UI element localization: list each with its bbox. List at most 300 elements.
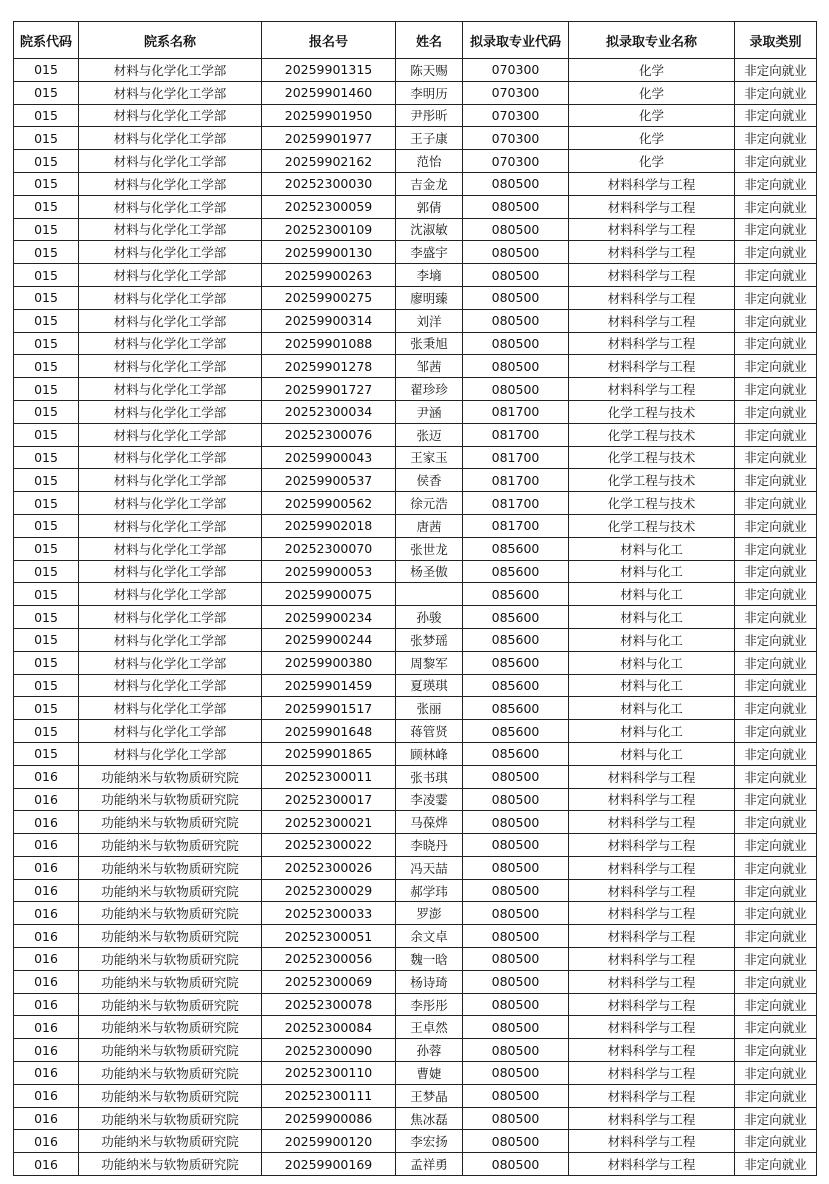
major-name-cell: 材料科学与工程 (569, 1084, 735, 1107)
header-dept-code: 院系代码 (14, 22, 79, 59)
dept-name-cell: 材料与化学化工学部 (79, 537, 262, 560)
registration-no-cell: 20259900043 (262, 446, 396, 469)
name-cell: 李墒 (396, 264, 463, 287)
major-code-cell: 070300 (463, 59, 569, 82)
major-code-cell: 080500 (463, 948, 569, 971)
name-cell: 余文卓 (396, 925, 463, 948)
dept-code-cell: 016 (14, 856, 79, 879)
major-name-cell: 化学 (569, 127, 735, 150)
admission-type-cell: 非定向就业 (735, 195, 817, 218)
registration-no-cell: 20252300051 (262, 925, 396, 948)
dept-name-cell: 材料与化学化工学部 (79, 446, 262, 469)
name-cell: 沈淑敏 (396, 218, 463, 241)
major-name-cell: 材料科学与工程 (569, 856, 735, 879)
name-cell: 李盛宇 (396, 241, 463, 264)
admission-type-cell: 非定向就业 (735, 1130, 817, 1153)
major-code-cell: 080500 (463, 332, 569, 355)
dept-code-cell: 015 (14, 560, 79, 583)
registration-no-cell: 20259900562 (262, 492, 396, 515)
header-major-code: 拟录取专业代码 (463, 22, 569, 59)
dept-code-cell: 016 (14, 993, 79, 1016)
dept-name-cell: 功能纳米与软物质研究院 (79, 1039, 262, 1062)
major-code-cell: 080500 (463, 241, 569, 264)
registration-no-cell: 20252300030 (262, 172, 396, 195)
table-row (14, 423, 817, 446)
dept-name-cell: 材料与化学化工学部 (79, 218, 262, 241)
dept-code-cell: 015 (14, 628, 79, 651)
registration-no-cell: 20259901648 (262, 720, 396, 743)
name-cell: 王梦晶 (396, 1084, 463, 1107)
dept-name-cell: 材料与化学化工学部 (79, 651, 262, 674)
registration-no-cell: 20259900234 (262, 606, 396, 629)
admission-type-cell: 非定向就业 (735, 834, 817, 857)
dept-code-cell: 015 (14, 446, 79, 469)
name-cell: 侯香 (396, 469, 463, 492)
major-code-cell: 080500 (463, 879, 569, 902)
table-row (14, 264, 817, 287)
major-code-cell: 085600 (463, 697, 569, 720)
dept-code-cell: 015 (14, 742, 79, 765)
name-cell: 王子康 (396, 127, 463, 150)
dept-name-cell: 材料与化学化工学部 (79, 332, 262, 355)
dept-name-cell: 材料与化学化工学部 (79, 606, 262, 629)
registration-no-cell: 20259900380 (262, 651, 396, 674)
dept-name-cell: 材料与化学化工学部 (79, 264, 262, 287)
registration-no-cell: 20259902018 (262, 514, 396, 537)
table-row (14, 195, 817, 218)
dept-code-cell: 016 (14, 1062, 79, 1085)
dept-code-cell: 016 (14, 1016, 79, 1039)
major-code-cell: 085600 (463, 720, 569, 743)
dept-name-cell: 功能纳米与软物质研究院 (79, 1084, 262, 1107)
name-cell: 李彤彤 (396, 993, 463, 1016)
dept-name-cell: 材料与化学化工学部 (79, 469, 262, 492)
table-row (14, 537, 817, 560)
dept-code-cell: 016 (14, 765, 79, 788)
dept-name-cell: 功能纳米与软物质研究院 (79, 788, 262, 811)
major-code-cell: 070300 (463, 150, 569, 173)
major-name-cell: 材料与化工 (569, 742, 735, 765)
dept-name-cell: 材料与化学化工学部 (79, 81, 262, 104)
major-name-cell: 材料科学与工程 (569, 1039, 735, 1062)
table-row (14, 811, 817, 834)
table-row (14, 309, 817, 332)
header-admission-type: 录取类别 (735, 22, 817, 59)
major-code-cell: 080500 (463, 355, 569, 378)
dept-code-cell: 015 (14, 355, 79, 378)
dept-name-cell: 材料与化学化工学部 (79, 378, 262, 401)
major-name-cell: 材料科学与工程 (569, 218, 735, 241)
major-code-cell: 085600 (463, 606, 569, 629)
name-cell: 曹婕 (396, 1062, 463, 1085)
registration-no-cell: 20259900244 (262, 628, 396, 651)
dept-name-cell: 功能纳米与软物质研究院 (79, 856, 262, 879)
dept-name-cell: 材料与化学化工学部 (79, 628, 262, 651)
admission-table (13, 21, 817, 1176)
registration-no-cell: 20252300078 (262, 993, 396, 1016)
registration-no-cell: 20259900075 (262, 583, 396, 606)
major-name-cell: 材料科学与工程 (569, 925, 735, 948)
major-code-cell: 080500 (463, 765, 569, 788)
dept-name-cell: 功能纳米与软物质研究院 (79, 1130, 262, 1153)
major-name-cell: 化学工程与技术 (569, 446, 735, 469)
admission-type-cell: 非定向就业 (735, 606, 817, 629)
major-name-cell: 材料科学与工程 (569, 241, 735, 264)
name-cell: 张梦瑶 (396, 628, 463, 651)
admission-type-cell: 非定向就业 (735, 172, 817, 195)
name-cell: 顾林峰 (396, 742, 463, 765)
table-row (14, 150, 817, 173)
registration-no-cell: 20252300017 (262, 788, 396, 811)
name-cell: 李明历 (396, 81, 463, 104)
major-name-cell: 材料科学与工程 (569, 1062, 735, 1085)
dept-name-cell: 功能纳米与软物质研究院 (79, 879, 262, 902)
dept-code-cell: 016 (14, 1153, 79, 1176)
major-code-cell: 080500 (463, 856, 569, 879)
dept-code-cell: 016 (14, 834, 79, 857)
major-code-cell: 080500 (463, 172, 569, 195)
major-name-cell: 材料科学与工程 (569, 970, 735, 993)
major-code-cell: 080500 (463, 1039, 569, 1062)
major-name-cell: 材料科学与工程 (569, 811, 735, 834)
major-name-cell: 化学工程与技术 (569, 423, 735, 446)
major-code-cell: 070300 (463, 127, 569, 150)
admission-type-cell: 非定向就业 (735, 993, 817, 1016)
registration-no-cell: 20259901315 (262, 59, 396, 82)
dept-code-cell: 015 (14, 150, 79, 173)
registration-no-cell: 20252300084 (262, 1016, 396, 1039)
table-row (14, 560, 817, 583)
name-cell: 郝学玮 (396, 879, 463, 902)
name-cell: 孟祥勇 (396, 1153, 463, 1176)
name-cell: 杨圣傲 (396, 560, 463, 583)
name-cell: 吉金龙 (396, 172, 463, 195)
registration-no-cell: 20259900314 (262, 309, 396, 332)
table-row (14, 902, 817, 925)
dept-name-cell: 材料与化学化工学部 (79, 241, 262, 264)
dept-name-cell: 功能纳米与软物质研究院 (79, 834, 262, 857)
major-code-cell: 070300 (463, 104, 569, 127)
registration-no-cell: 20252300033 (262, 902, 396, 925)
dept-code-cell: 015 (14, 218, 79, 241)
major-name-cell: 材料科学与工程 (569, 902, 735, 925)
admission-type-cell: 非定向就业 (735, 1016, 817, 1039)
major-name-cell: 材料科学与工程 (569, 1130, 735, 1153)
name-cell: 张世龙 (396, 537, 463, 560)
dept-name-cell: 功能纳米与软物质研究院 (79, 1153, 262, 1176)
major-name-cell: 材料科学与工程 (569, 948, 735, 971)
admission-type-cell: 非定向就业 (735, 514, 817, 537)
admission-type-cell: 非定向就业 (735, 560, 817, 583)
dept-name-cell: 材料与化学化工学部 (79, 59, 262, 82)
major-name-cell: 材料科学与工程 (569, 834, 735, 857)
dept-code-cell: 015 (14, 697, 79, 720)
dept-code-cell: 015 (14, 606, 79, 629)
admission-type-cell: 非定向就业 (735, 127, 817, 150)
dept-name-cell: 材料与化学化工学部 (79, 150, 262, 173)
major-code-cell: 081700 (463, 400, 569, 423)
name-cell: 王家玉 (396, 446, 463, 469)
dept-code-cell: 015 (14, 104, 79, 127)
name-cell: 廖明臻 (396, 286, 463, 309)
dept-name-cell: 材料与化学化工学部 (79, 195, 262, 218)
dept-name-cell: 材料与化学化工学部 (79, 742, 262, 765)
dept-name-cell: 材料与化学化工学部 (79, 127, 262, 150)
table-row (14, 788, 817, 811)
table-row (14, 697, 817, 720)
major-code-cell: 080500 (463, 264, 569, 287)
admission-type-cell: 非定向就业 (735, 59, 817, 82)
major-name-cell: 材料科学与工程 (569, 172, 735, 195)
header-registration-no: 报名号 (262, 22, 396, 59)
major-code-cell: 085600 (463, 537, 569, 560)
major-code-cell: 080500 (463, 811, 569, 834)
registration-no-cell: 20252300059 (262, 195, 396, 218)
dept-code-cell: 015 (14, 651, 79, 674)
name-cell: 李凌霎 (396, 788, 463, 811)
dept-code-cell: 015 (14, 59, 79, 82)
major-name-cell: 材料科学与工程 (569, 264, 735, 287)
admission-type-cell: 非定向就业 (735, 309, 817, 332)
registration-no-cell: 20252300021 (262, 811, 396, 834)
admission-type-cell: 非定向就业 (735, 423, 817, 446)
name-cell: 孙骏 (396, 606, 463, 629)
dept-code-cell: 016 (14, 811, 79, 834)
registration-no-cell: 20252300034 (262, 400, 396, 423)
major-name-cell: 材料科学与工程 (569, 195, 735, 218)
registration-no-cell: 20252300056 (262, 948, 396, 971)
dept-code-cell: 016 (14, 1084, 79, 1107)
major-code-cell: 080500 (463, 1153, 569, 1176)
major-name-cell: 材料科学与工程 (569, 286, 735, 309)
major-name-cell: 材料科学与工程 (569, 1153, 735, 1176)
dept-code-cell: 015 (14, 81, 79, 104)
header-major-name: 拟录取专业名称 (569, 22, 735, 59)
registration-no-cell: 20259900130 (262, 241, 396, 264)
admission-type-cell: 非定向就业 (735, 765, 817, 788)
dept-code-cell: 015 (14, 583, 79, 606)
registration-no-cell: 20252300111 (262, 1084, 396, 1107)
admission-list (13, 21, 817, 1176)
admission-type-cell: 非定向就业 (735, 241, 817, 264)
dept-code-cell: 015 (14, 720, 79, 743)
registration-no-cell: 20252300090 (262, 1039, 396, 1062)
table-row (14, 879, 817, 902)
admission-type-cell: 非定向就业 (735, 583, 817, 606)
table-row (14, 81, 817, 104)
registration-no-cell: 20259901460 (262, 81, 396, 104)
table-body (14, 59, 817, 1176)
dept-code-cell: 016 (14, 788, 79, 811)
major-code-cell: 080500 (463, 1016, 569, 1039)
dept-name-cell: 功能纳米与软物质研究院 (79, 1062, 262, 1085)
dept-code-cell: 015 (14, 332, 79, 355)
table-row (14, 1130, 817, 1153)
admission-type-cell: 非定向就业 (735, 902, 817, 925)
registration-no-cell: 20259901977 (262, 127, 396, 150)
admission-type-cell: 非定向就业 (735, 970, 817, 993)
name-cell: 张迈 (396, 423, 463, 446)
major-code-cell: 080500 (463, 902, 569, 925)
name-cell: 夏瑛琪 (396, 674, 463, 697)
table-row (14, 765, 817, 788)
registration-no-cell: 20252300026 (262, 856, 396, 879)
major-code-cell: 080500 (463, 378, 569, 401)
table-row (14, 59, 817, 82)
major-name-cell: 材料科学与工程 (569, 993, 735, 1016)
major-name-cell: 材料科学与工程 (569, 378, 735, 401)
dept-name-cell: 材料与化学化工学部 (79, 286, 262, 309)
table-row (14, 332, 817, 355)
major-code-cell: 085600 (463, 742, 569, 765)
major-name-cell: 材料与化工 (569, 606, 735, 629)
dept-code-cell: 015 (14, 674, 79, 697)
name-cell: 尹涵 (396, 400, 463, 423)
name-cell: 陈天赐 (396, 59, 463, 82)
admission-type-cell: 非定向就业 (735, 400, 817, 423)
table-row (14, 514, 817, 537)
table-row (14, 583, 817, 606)
major-code-cell: 081700 (463, 469, 569, 492)
table-row (14, 378, 817, 401)
dept-name-cell: 材料与化学化工学部 (79, 355, 262, 378)
admission-type-cell: 非定向就业 (735, 355, 817, 378)
major-name-cell: 材料与化工 (569, 537, 735, 560)
registration-no-cell: 20259900263 (262, 264, 396, 287)
registration-no-cell: 20259901459 (262, 674, 396, 697)
table-row (14, 1016, 817, 1039)
major-name-cell: 化学 (569, 150, 735, 173)
registration-no-cell: 20259900537 (262, 469, 396, 492)
name-cell: 翟珍珍 (396, 378, 463, 401)
dept-code-cell: 015 (14, 286, 79, 309)
table-row (14, 241, 817, 264)
major-code-cell: 070300 (463, 81, 569, 104)
dept-code-cell: 015 (14, 423, 79, 446)
registration-no-cell: 20259900275 (262, 286, 396, 309)
major-code-cell: 080500 (463, 788, 569, 811)
dept-code-cell: 015 (14, 264, 79, 287)
admission-type-cell: 非定向就业 (735, 104, 817, 127)
major-name-cell: 化学工程与技术 (569, 469, 735, 492)
major-code-cell: 080500 (463, 195, 569, 218)
major-name-cell: 化学工程与技术 (569, 514, 735, 537)
major-name-cell: 材料科学与工程 (569, 1107, 735, 1130)
major-name-cell: 材料与化工 (569, 674, 735, 697)
major-name-cell: 材料科学与工程 (569, 355, 735, 378)
admission-type-cell: 非定向就业 (735, 697, 817, 720)
dept-code-cell: 016 (14, 948, 79, 971)
table-row (14, 355, 817, 378)
admission-type-cell: 非定向就业 (735, 856, 817, 879)
major-code-cell: 081700 (463, 423, 569, 446)
header-dept-name: 院系名称 (79, 22, 262, 59)
dept-name-cell: 材料与化学化工学部 (79, 104, 262, 127)
dept-name-cell: 功能纳米与软物质研究院 (79, 993, 262, 1016)
table-row (14, 218, 817, 241)
major-name-cell: 材料科学与工程 (569, 1016, 735, 1039)
registration-no-cell: 20259901278 (262, 355, 396, 378)
name-cell: 尹彤昕 (396, 104, 463, 127)
admission-type-cell: 非定向就业 (735, 537, 817, 560)
major-name-cell: 材料科学与工程 (569, 332, 735, 355)
dept-name-cell: 功能纳米与软物质研究院 (79, 765, 262, 788)
admission-type-cell: 非定向就业 (735, 492, 817, 515)
table-row (14, 1107, 817, 1130)
name-cell: 张秉旭 (396, 332, 463, 355)
name-cell: 唐茜 (396, 514, 463, 537)
table-row (14, 674, 817, 697)
admission-type-cell: 非定向就业 (735, 788, 817, 811)
major-code-cell: 081700 (463, 492, 569, 515)
name-cell: 魏一晗 (396, 948, 463, 971)
major-name-cell: 化学 (569, 59, 735, 82)
table-row (14, 834, 817, 857)
registration-no-cell: 20259901517 (262, 697, 396, 720)
name-cell: 罗澎 (396, 902, 463, 925)
registration-no-cell: 20252300109 (262, 218, 396, 241)
major-code-cell: 080500 (463, 309, 569, 332)
admission-type-cell: 非定向就业 (735, 925, 817, 948)
admission-type-cell: 非定向就业 (735, 720, 817, 743)
major-code-cell: 080500 (463, 1130, 569, 1153)
major-code-cell: 080500 (463, 286, 569, 309)
registration-no-cell: 20252300022 (262, 834, 396, 857)
table-row (14, 720, 817, 743)
registration-no-cell: 20252300076 (262, 423, 396, 446)
admission-type-cell: 非定向就业 (735, 446, 817, 469)
table-row (14, 104, 817, 127)
name-cell: 李晓丹 (396, 834, 463, 857)
dept-name-cell: 功能纳米与软物质研究院 (79, 925, 262, 948)
major-code-cell: 080500 (463, 1107, 569, 1130)
name-cell: 邹茜 (396, 355, 463, 378)
admission-type-cell: 非定向就业 (735, 332, 817, 355)
table-row (14, 469, 817, 492)
name-cell: 徐元浩 (396, 492, 463, 515)
dept-name-cell: 材料与化学化工学部 (79, 309, 262, 332)
name-cell: 马葆烨 (396, 811, 463, 834)
admission-type-cell: 非定向就业 (735, 628, 817, 651)
dept-code-cell: 015 (14, 400, 79, 423)
admission-type-cell: 非定向就业 (735, 674, 817, 697)
major-code-cell: 080500 (463, 925, 569, 948)
major-name-cell: 材料与化工 (569, 651, 735, 674)
table-row (14, 492, 817, 515)
dept-name-cell: 材料与化学化工学部 (79, 423, 262, 446)
major-name-cell: 材料与化工 (569, 560, 735, 583)
table-row (14, 628, 817, 651)
name-cell: 杨诗琦 (396, 970, 463, 993)
major-name-cell: 材料与化工 (569, 720, 735, 743)
table-row (14, 606, 817, 629)
name-cell: 孙蓉 (396, 1039, 463, 1062)
table-row (14, 1084, 817, 1107)
major-code-cell: 085600 (463, 628, 569, 651)
admission-type-cell: 非定向就业 (735, 286, 817, 309)
admission-type-cell: 非定向就业 (735, 742, 817, 765)
name-cell: 李宏扬 (396, 1130, 463, 1153)
major-code-cell: 080500 (463, 993, 569, 1016)
table-row (14, 993, 817, 1016)
admission-type-cell: 非定向就业 (735, 1062, 817, 1085)
table-row (14, 856, 817, 879)
major-code-cell: 085600 (463, 583, 569, 606)
registration-no-cell: 20259900053 (262, 560, 396, 583)
dept-name-cell: 功能纳米与软物质研究院 (79, 1107, 262, 1130)
admission-type-cell: 非定向就业 (735, 264, 817, 287)
registration-no-cell: 20259900169 (262, 1153, 396, 1176)
